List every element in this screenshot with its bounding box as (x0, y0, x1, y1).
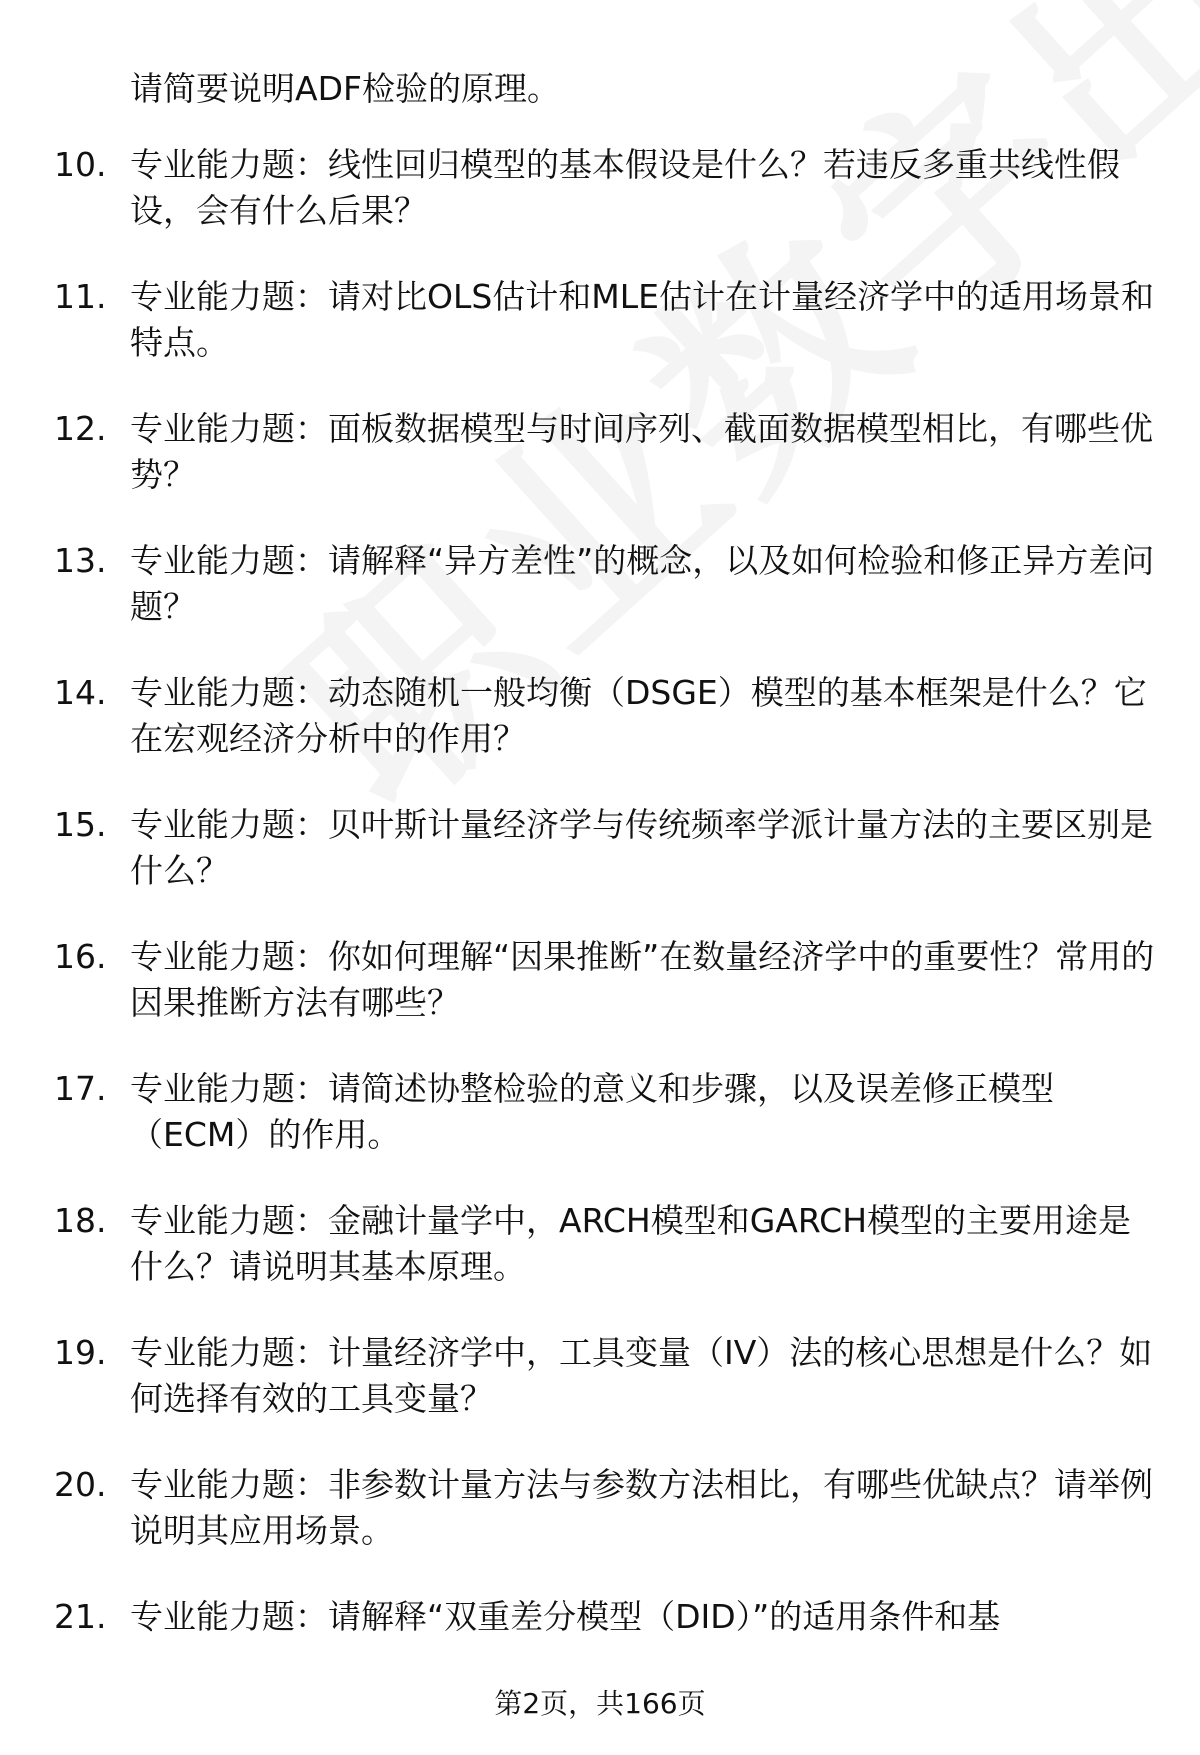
question-text: 专业能力题：动态随机一般均衡（DSGE）模型的基本框架是什么？它在宏观经济分析中的作用？ (130, 673, 1147, 758)
question-text: 专业能力题：面板数据模型与时间序列、截面数据模型相比，有哪些优势？ (130, 409, 1153, 494)
question-number: 11. (54, 277, 107, 316)
question-text: 专业能力题：线性回归模型的基本假设是什么？若违反多重共线性假设，会有什么后果？ (130, 145, 1120, 230)
question-number: 12. (54, 409, 107, 448)
list-item (0, 670, 1200, 802)
question-text: 专业能力题：请对比OLS估计和MLE估计在计量经济学中的适用场景和特点。 (130, 277, 1155, 362)
question-number: 21. (54, 1597, 107, 1636)
list-item (0, 274, 1200, 406)
question-list (0, 142, 1200, 1726)
question-number: 17. (54, 1069, 107, 1108)
question-number: 13. (54, 541, 107, 580)
list-item (0, 802, 1200, 934)
question-text: 专业能力题：非参数计量方法与参数方法相比，有哪些优缺点？请举例说明其应用场景。 (130, 1465, 1153, 1550)
question-number: 15. (54, 805, 107, 844)
continued-question-text: 请简要说明ADF检验的原理。 (130, 69, 560, 108)
list-item (0, 934, 1200, 1066)
question-number: 10. (54, 145, 107, 184)
list-item (0, 1462, 1200, 1594)
question-text: 专业能力题：请简述协整检验的意义和步骤，以及误差修正模型（ECM）的作用。 (130, 1069, 1054, 1154)
question-text: 专业能力题：请解释“异方差性”的概念，以及如何检验和修正异方差问题？ (130, 541, 1155, 626)
list-item (0, 1066, 1200, 1198)
question-number: 20. (54, 1465, 107, 1504)
question-text: 专业能力题：你如何理解“因果推断”在数量经济学中的重要性？常用的因果推断方法有哪些？ (130, 937, 1155, 1022)
question-text: 专业能力题：金融计量学中，ARCH模型和GARCH模型的主要用途是什么？请说明其基本原理。 (130, 1201, 1132, 1286)
question-number: 18. (54, 1201, 107, 1240)
question-text: 专业能力题：计量经济学中，工具变量（IV）法的核心思想是什么？如何选择有效的工具变量？ (130, 1333, 1153, 1418)
list-item (0, 538, 1200, 670)
question-text: 专业能力题：贝叶斯计量经济学与传统频率学派计量方法的主要区别是什么？ (130, 805, 1153, 890)
question-number: 16. (54, 937, 107, 976)
list-item (0, 142, 1200, 274)
list-item (0, 1330, 1200, 1462)
question-number: 19. (54, 1333, 107, 1372)
question-number: 14. (54, 673, 107, 712)
list-item (0, 1198, 1200, 1330)
list-item (0, 406, 1200, 538)
page-number-footer: 第2页，共166页 (494, 1687, 706, 1720)
question-text: 专业能力题：请解释“双重差分模型（DID）”的适用条件和基 (130, 1597, 1001, 1636)
